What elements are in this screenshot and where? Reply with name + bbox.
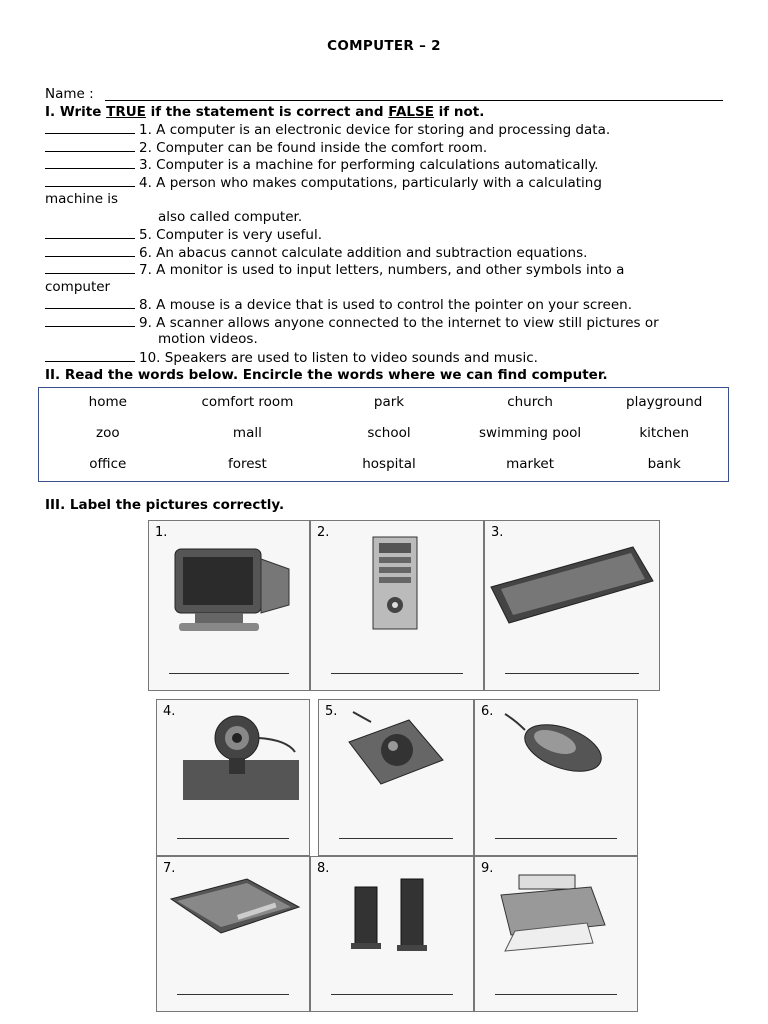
name-blank-line[interactable] bbox=[105, 100, 723, 101]
word-row-2 bbox=[39, 425, 728, 441]
statement-4-cont2: also called computer. bbox=[158, 208, 303, 225]
answer-blank-8[interactable] bbox=[45, 296, 135, 309]
statement-7-cont: computer bbox=[45, 278, 111, 295]
statement-7 bbox=[45, 261, 624, 278]
picture-number-4: 4. bbox=[163, 704, 176, 719]
statement-text: 2. Computer can be found inside the comfort room. bbox=[139, 139, 488, 156]
answer-blank-3[interactable] bbox=[45, 156, 135, 169]
keyboard-icon bbox=[485, 521, 661, 692]
word-bank[interactable]: bank bbox=[647, 456, 681, 472]
statement-text: 10. Speakers are used to listen to video sounds and music. bbox=[139, 349, 538, 366]
word-playground[interactable]: playground bbox=[626, 394, 703, 410]
word-home[interactable]: home bbox=[88, 394, 127, 410]
statement-text: 7. A monitor is used to input letters, numbers, and other symbols into a bbox=[139, 262, 625, 278]
picture-cell-2 bbox=[310, 520, 484, 691]
picture-cell-1 bbox=[148, 520, 310, 691]
answer-line-1[interactable] bbox=[169, 673, 289, 674]
word-forest[interactable]: forest bbox=[227, 456, 267, 472]
answer-line-9[interactable] bbox=[495, 994, 617, 995]
answer-blank-7[interactable] bbox=[45, 261, 135, 274]
statement-9-cont: motion videos. bbox=[158, 331, 258, 347]
picture-number-3: 3. bbox=[491, 525, 504, 540]
statement-2 bbox=[45, 139, 487, 156]
picture-cell-9 bbox=[474, 856, 638, 1012]
word-church[interactable]: church bbox=[507, 394, 553, 410]
picture-number-5: 5. bbox=[325, 704, 338, 719]
answer-blank-2[interactable] bbox=[45, 139, 135, 152]
printer-icon bbox=[475, 857, 639, 1013]
statement-3 bbox=[45, 156, 598, 173]
statement-4 bbox=[45, 174, 602, 191]
picture-cell-8 bbox=[310, 856, 474, 1012]
statement-text: 4. A person who makes computations, particularly with a calculating bbox=[139, 174, 602, 191]
word-zoo[interactable]: zoo bbox=[95, 425, 120, 441]
statement-1 bbox=[45, 121, 610, 138]
answer-line-2[interactable] bbox=[331, 673, 463, 674]
picture-cell-5 bbox=[318, 699, 474, 856]
picture-cell-4 bbox=[156, 699, 310, 856]
picture-number-7: 7. bbox=[163, 861, 176, 876]
mouse-icon bbox=[475, 700, 639, 857]
page-title: COMPUTER – 2 bbox=[327, 38, 441, 54]
picture-grid bbox=[148, 520, 660, 1012]
word-park[interactable]: park bbox=[373, 394, 405, 410]
section1-heading bbox=[45, 104, 484, 120]
answer-line-5[interactable] bbox=[339, 838, 453, 839]
picture-number-8: 8. bbox=[317, 861, 330, 876]
answer-line-4[interactable] bbox=[177, 838, 289, 839]
statement-6 bbox=[45, 244, 587, 261]
picture-cell-3 bbox=[484, 520, 660, 691]
word-comfort-room[interactable]: comfort room bbox=[201, 394, 294, 410]
answer-line-6[interactable] bbox=[495, 838, 617, 839]
answer-line-8[interactable] bbox=[331, 994, 453, 995]
answer-blank-1[interactable] bbox=[45, 121, 135, 134]
system-unit-icon bbox=[311, 521, 485, 692]
statement-9 bbox=[45, 314, 659, 331]
answer-blank-6[interactable] bbox=[45, 244, 135, 257]
statement-text: 1. A computer is an electronic device for storing and processing data. bbox=[139, 122, 611, 138]
true-word: TRUE bbox=[106, 104, 146, 120]
word-row-1 bbox=[39, 394, 728, 410]
statement-5 bbox=[45, 226, 322, 243]
statement-8 bbox=[45, 296, 632, 313]
speakers-icon bbox=[311, 857, 475, 1013]
false-word: FALSE bbox=[388, 104, 434, 120]
picture-number-2: 2. bbox=[317, 525, 330, 540]
word-school[interactable]: school bbox=[367, 425, 411, 441]
word-mall[interactable]: mall bbox=[232, 425, 262, 441]
section3-heading: III. Label the pictures correctly. bbox=[45, 497, 285, 513]
word-office[interactable]: office bbox=[89, 456, 127, 472]
statement-10 bbox=[45, 349, 538, 366]
answer-line-3[interactable] bbox=[505, 673, 639, 674]
answer-blank-4[interactable] bbox=[45, 174, 135, 187]
answer-blank-5[interactable] bbox=[45, 226, 135, 239]
picture-cell-7 bbox=[156, 856, 310, 1012]
section1-heading-post: if not. bbox=[433, 104, 485, 120]
word-market[interactable]: market bbox=[506, 456, 555, 472]
statement-text: 5. Computer is very useful. bbox=[139, 227, 323, 243]
section2-heading: II. Read the words below. Encircle the words where we can find computer. bbox=[45, 367, 608, 383]
monitor-icon bbox=[149, 521, 311, 692]
answer-blank-9[interactable] bbox=[45, 314, 135, 327]
word-hospital[interactable]: hospital bbox=[362, 456, 416, 472]
word-kitchen[interactable]: kitchen bbox=[639, 425, 690, 441]
section1-heading-pre: I. Write bbox=[45, 104, 107, 120]
word-row-3 bbox=[39, 456, 728, 472]
answer-line-7[interactable] bbox=[177, 994, 289, 995]
name-label: Name : bbox=[45, 86, 94, 102]
word-swimming-pool[interactable]: swimming pool bbox=[479, 425, 582, 441]
trackball-icon bbox=[319, 700, 475, 857]
webcam-icon bbox=[157, 700, 311, 857]
answer-blank-10[interactable] bbox=[45, 349, 135, 362]
picture-number-1: 1. bbox=[155, 525, 168, 540]
section1-heading-mid: if the statement is correct and bbox=[145, 104, 389, 120]
statement-text: 3. Computer is a machine for performing calculations automatically. bbox=[139, 157, 599, 173]
statement-4-cont: machine is bbox=[45, 191, 119, 207]
word-box bbox=[38, 387, 729, 482]
statement-text: 8. A mouse is a device that is used to control the pointer on your screen. bbox=[139, 297, 632, 313]
picture-number-6: 6. bbox=[481, 704, 494, 719]
scanner-icon bbox=[157, 857, 311, 1013]
statement-text: 6. An abacus cannot calculate addition and subtraction equations. bbox=[139, 244, 588, 261]
picture-number-9: 9. bbox=[481, 861, 494, 876]
picture-cell-6 bbox=[474, 699, 638, 856]
statement-text: 9. A scanner allows anyone connected to the internet to view still pictures or bbox=[139, 314, 659, 331]
